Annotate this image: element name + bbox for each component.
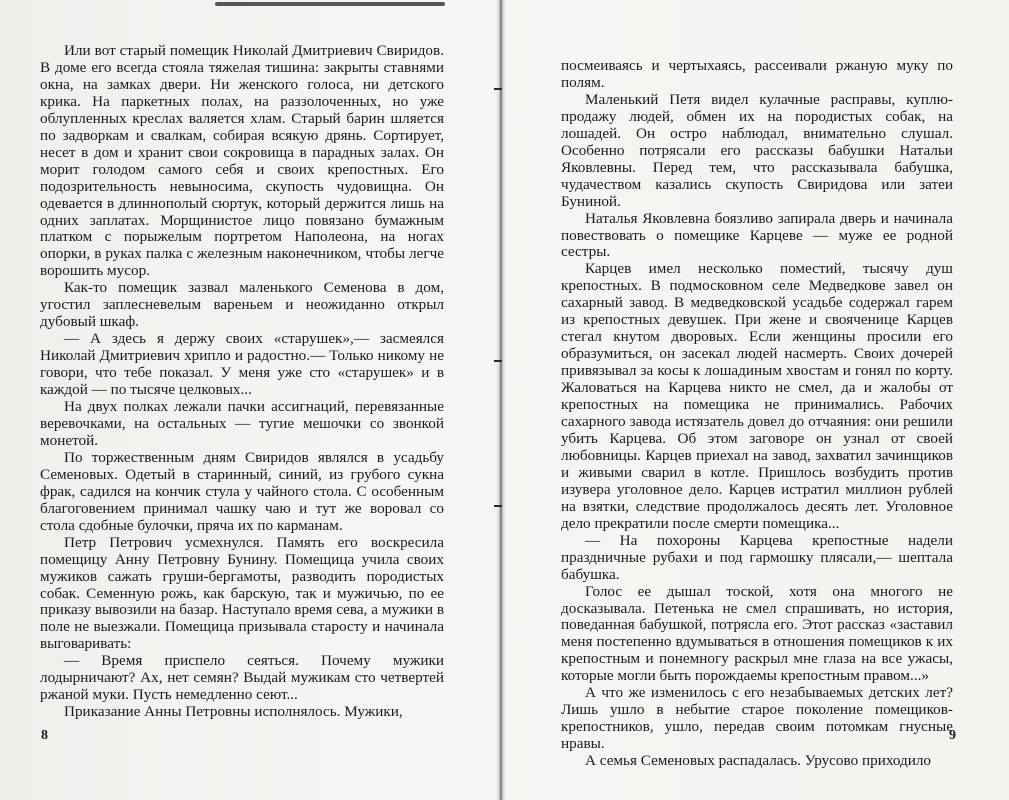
spine-mark [494,505,502,507]
paragraph: Петр Петрович усмехнулся. Память его воскресила помещицу Анну Петровну Бунину. Помещица учила своих мужиков сажать груши-бергамоты, разводить породистых собак. Семенную рожь, как барскую, так и мужичью, по ее приказу вывозили на базар. Наступало время сева, а мужики в поле не выезжали. Помещица призывала старосту и начинала выговаривать: [40,533,444,653]
paragraph: Голос ее дышал тоской, хотя она многого не досказывала. Петенька не смел спрашивать, но история, поведанная бабушкой, потрясла его. Этот рассказ «заставил меня постепенно вдумываться в отношения помещиков к их крепостным и понемногу раскрыл мне глаза на все ужасы, которые могли быть порождаемы крепостным правом...» [561,582,953,685]
left-page [0,0,498,800]
paragraph: Наталья Яковлевна боязливо запирала дверь и начинала повествовать о помещике Карцеве — муже ее родной сестры. [561,209,953,261]
page-number: 9 [949,728,956,743]
spine-mark [494,88,502,90]
paragraph: А семья Семеновых распадалась. Урусово приходило [585,752,932,770]
paragraph: А что же изменилось с его незабываемых детских лет? Лишь ушло в небытие старое поколение помещиков-крепостников, ушло, передав своим потомкам гнусные нравы. [561,684,953,753]
paragraph: Карцев имел несколько поместий, тысячу душ крепостных. В подмосковном селе Медведкове завел он сахарный завод. В медведковской усадьбе содержал гарем из крепостных девушек. При жене и свояченице Карцев стегал кнутом дворовых. Если женщины просили его образумиться, он засекал людей насмерть. Своих дочерей привязывал за косы к лошадиным хвостам и гонял по корту. Жаловаться на Карцева никто не смел, да и жалобы от крепостных на помещика не принимались. Рабочих сахарного завода истязатель довел до отчаяния: они решили убить Карцева. Об этом заговоре он узнал от своей любовницы. Карцев приехал на завод, захватил зачинщиков и живыми сварил в котле. Пришлось возбудить против изувера уголовное дело. Карцев истратил миллион рублей на взятки, следствие продолжалось десять лет. Уголовное дело прекратили после смерти помещика... [561,260,953,532]
paragraph: Приказание Анны Петровны исполнялось. Мужики, [64,703,403,721]
paragraph: — На похороны Карцева крепостные надели праздничные рубахи и под гармошку плясали,— шептала бабушка. [561,531,953,583]
paragraph: По торжественным дням Свиридов являлся в усадьбу Семеновых. Одетый в старинный, синий, из грубого сукна фрак, садился на кончик стула у чайного стола. С особенным благоговением принимал чашку чаю и тут же воровал со стола сдобные булочки, пряча их по карманам. [40,448,444,534]
page-number: 8 [41,728,48,743]
right-page [504,0,1009,800]
paragraph: Как-то помещик зазвал маленького Семенова в дом, угостил заплесневелым вареньем и неожиданно открыл дубовый шкаф. [40,279,444,331]
left-page-text [40,43,444,721]
paragraph: На двух полках лежали пачки ассигнаций, перевязанные веревочками, на остальных — тугие мешочки со звонкой монетой. [40,398,444,449]
paragraph: посмеиваясь и чертыхаясь, рассеивали ржаную муку по полям. [561,57,953,91]
right-page-text [561,58,953,770]
paragraph: — А здесь я держу своих «старушек»,— засмеялся Николай Дмитриевич хрипло и радостно.— Только никому не говори, что тебе показал. У меня уже сто «старушек» и в каждой — по тысяче целковых... [40,330,444,399]
paragraph: Или вот старый помещик Николай Дмитриевич Свиридов. В доме его всегда стояла тяжелая тишина: закрыты ставнями окна, на замках двери. Ни женского голоса, ни детского крика. На паркетных полах, на раззолоченных, но уже облупленных креслах валяется хлам. Старый барин шляется по задворкам и свалкам, собирая всякую дрянь. Сортирует, несет в дом и хранит свои сокровища в парадных залах. Он морит голодом самого себя и своих крепостных. Его подозрительность невыносима, скупость чудовищна. Он одевается в длиннополый сюртук, который держится лишь на одних заплатах. Морщинистое лицо повязано бумажным платком с порыжелым портретом Наполеона, на ногах опорки, в руках палка с железным наконечником, чтобы легче ворошить мусор. [40,42,444,280]
paragraph: — Время приспело сеяться. Почему мужики лодырничают? Ах, нет семян? Выдай мужикам сто четвертей ржаной муки. Пусть немедленно сеют... [40,652,444,704]
paragraph: Маленький Петя видел кулачные расправы, куплю-продажу людей, обмен их на породистых собак, на лошадей. Он остро наблюдал, внимательно слушал. Особенно потрясали его рассказы бабушки Натальи Яковлевны. Перед тем, что рассказывала бабушка, чудачеством казались скупость Свиридова или затеи Буниной. [561,90,953,210]
spine-mark [494,360,502,362]
